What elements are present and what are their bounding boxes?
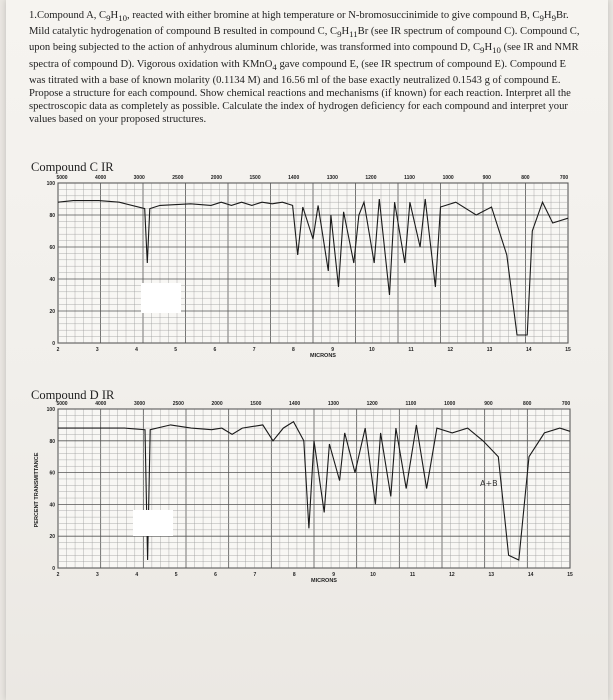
micron-tick: 3 <box>95 572 99 578</box>
percent-tick: 40 <box>49 277 55 283</box>
percent-tick: 60 <box>49 470 55 477</box>
percent-tick: 20 <box>49 534 55 541</box>
wavenumber-tick: 3000 <box>133 401 146 407</box>
percent-tick: 60 <box>49 245 55 251</box>
micron-tick: 5 <box>174 572 178 578</box>
micron-tick: 2 <box>56 347 60 353</box>
micron-tick: 15 <box>567 572 573 578</box>
micron-tick: 10 <box>370 572 376 578</box>
micron-tick: 11 <box>409 572 416 578</box>
percent-tick: 80 <box>49 438 55 445</box>
wavenumber-tick: 3000 <box>133 175 145 181</box>
wavenumber-tick: 700 <box>561 401 571 407</box>
percent-tick: 0 <box>52 341 55 347</box>
compound-d-ir-label: Compound D IR <box>31 388 115 402</box>
percent-transmittance-axis-label: PERCENT TRANSMITTANCE <box>34 452 40 528</box>
micron-tick: 6 <box>213 347 217 353</box>
wavenumber-tick: 1100 <box>404 175 415 181</box>
wavenumber-tick: 2500 <box>172 175 184 181</box>
microns-axis-label: MICRONS <box>310 353 336 359</box>
ir-chart-compound-d <box>34 401 573 584</box>
micron-tick: 15 <box>565 347 571 353</box>
wavenumber-tick: 2000 <box>211 401 223 407</box>
wavenumber-tick: 1300 <box>326 175 338 181</box>
micron-tick: 8 <box>291 347 295 353</box>
wavenumber-tick: 800 <box>521 175 530 181</box>
micron-tick: 12 <box>449 572 455 578</box>
wavenumber-tick: 1200 <box>365 175 377 181</box>
wavenumber-tick: 1200 <box>366 401 378 407</box>
micron-tick: 8 <box>292 572 296 578</box>
micron-tick: 12 <box>447 347 454 353</box>
micron-tick: 11 <box>408 347 414 353</box>
ir-chart-compound-c <box>47 175 571 359</box>
wavenumber-tick: 800 <box>523 401 532 407</box>
micron-tick: 9 <box>331 347 335 353</box>
wavenumber-tick: 900 <box>484 401 493 407</box>
wavenumber-tick: 1500 <box>249 175 261 181</box>
micron-tick: 2 <box>56 572 60 578</box>
redaction-box-c <box>141 283 181 313</box>
percent-tick: 0 <box>52 566 55 572</box>
micron-tick: 14 <box>527 572 534 578</box>
percent-tick: 100 <box>46 181 55 187</box>
wavenumber-tick: 1400 <box>289 401 301 407</box>
wavenumber-tick: 1000 <box>444 401 456 407</box>
micron-tick: 10 <box>369 347 375 353</box>
micron-tick: 7 <box>253 572 257 578</box>
percent-tick: 100 <box>46 407 55 413</box>
micron-tick: 3 <box>95 347 99 353</box>
micron-tick: 4 <box>135 572 139 578</box>
wavenumber-tick: 2500 <box>172 401 184 407</box>
handwritten-annotation: A+B <box>480 479 498 488</box>
wavenumber-tick: 1000 <box>442 175 454 181</box>
wavenumber-tick: 1500 <box>250 401 262 407</box>
micron-tick: 6 <box>214 572 217 578</box>
micron-tick: 13 <box>486 347 493 353</box>
problem-statement: 1.Compound A, $C_9H_{10}$, reacted with either bromine at high temperature or N-bromosuccinimide to give compound B, $C_9H_9Br$. Mild catalytic hydrogenation of compound B resulted in compound C, $C_9H_{11}Br$ (see IR spectrum of compound C). Compound C, upon being subjected to the action of anhydrous aluminum chloride, was transformed into compound D, $C_9H_{10}$ (see IR and NMR spectra of compound D). Vigorous oxidation with KMnO$_4$ gave compound E, (see IR spectrum of compound E). Compound E was titrated with a base of known molarity (0.1134 M) and 16.56 ml of the base exactly neutralized 0.1543 g of compound E. Propose a structure for each compound. Show chemical reactions and mechanisms (if known) for each reaction. Interpret all the spectroscopic data as completely as possible. Calculate the index of hydrogen deficiency for each compound and interpret your values based on your proposed structures. <box>29 10 580 126</box>
micron-tick: 5 <box>174 347 178 353</box>
wavenumber-tick: 1300 <box>327 401 339 407</box>
microns-axis-label: MICRONS <box>311 578 337 584</box>
micron-tick: 4 <box>135 347 138 353</box>
micron-tick: 14 <box>525 347 532 353</box>
micron-tick: 7 <box>252 347 256 353</box>
micron-tick: 9 <box>332 572 336 578</box>
compound-c-ir-label: Compound C IR <box>31 160 114 174</box>
wavenumber-tick: 1100 <box>405 401 417 407</box>
percent-tick: 20 <box>49 309 55 315</box>
wavenumber-tick: 700 <box>559 175 569 181</box>
percent-tick: 80 <box>49 213 55 219</box>
wavenumber-tick: 5000 <box>56 175 68 181</box>
percent-tick: 40 <box>49 502 55 509</box>
wavenumber-tick: 5000 <box>56 401 68 407</box>
redaction-box-d <box>133 510 173 536</box>
wavenumber-tick: 2000 <box>210 175 223 181</box>
wavenumber-tick: 4000 <box>95 175 107 181</box>
wavenumber-tick: 900 <box>482 175 491 181</box>
micron-tick: 13 <box>488 572 495 578</box>
wavenumber-tick: 4000 <box>95 401 107 407</box>
wavenumber-tick: 1400 <box>288 175 300 181</box>
